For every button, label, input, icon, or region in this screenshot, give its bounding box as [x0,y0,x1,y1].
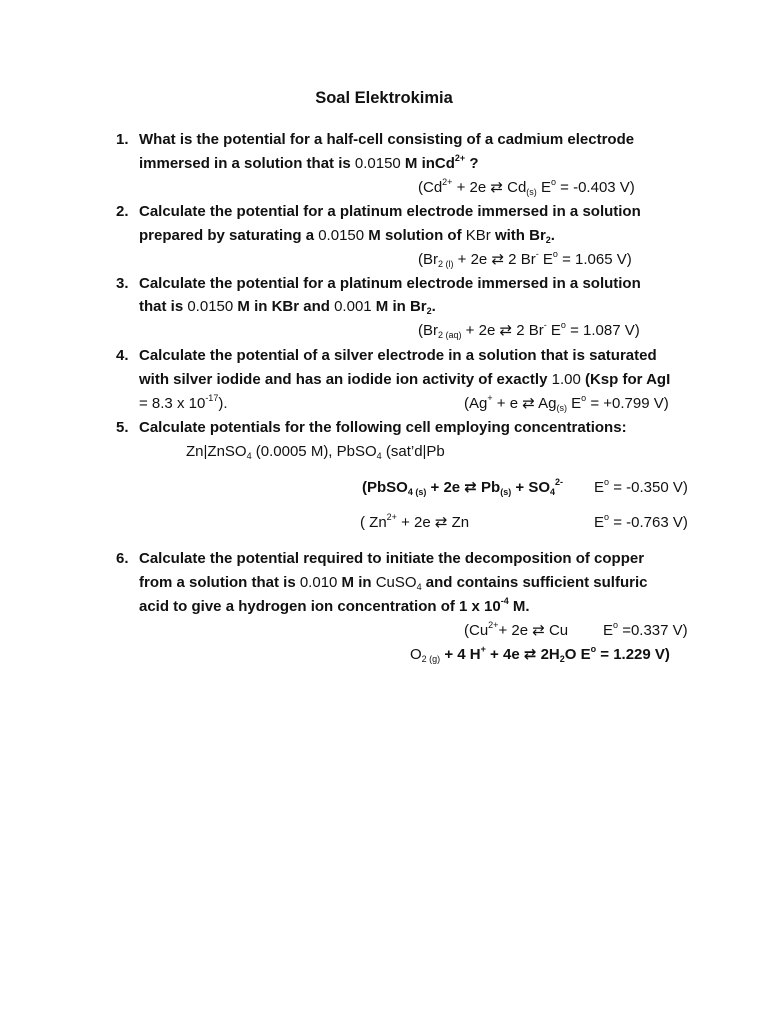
question-text: that is 0.0150 M in KBr and 0.001 M in $Br_2$. [139,298,436,316]
question-number: 5. [116,419,129,436]
question-text: Calculate the potential required to initiate the decomposition of copper [139,550,645,567]
half-reaction: ($Br_{2 (aq)} + 2e$ ⇄ 2 Br- $E^o = 1.087$ V) [418,320,640,340]
half-reaction: (Ag+ + e ⇄ $Ag_{(s)}$ $E^o = +0.799$ V) [464,393,669,413]
half-reaction: ($Cu^{2+}+ 2e$ ⇄ Cu [464,620,569,639]
question-text: from a solution that is 0.010 M in CuSO$_4$ and contains sufficient sulfuric [139,574,648,592]
half-reaction: (PbSO$_{4 (s)}$ + 2e ⇄ $Pb_{(s)} + SO_4^{2-}$ [362,477,564,497]
question-number: 3. [116,275,129,292]
half-reaction: $O_{2 (g)} + 4$ H+ + 4e ⇄ $2H_2O$ $E^o = 1.229$ V) [410,644,670,664]
question-text: Calculate the potential for a platinum electrode immersed in a solution [139,275,641,292]
standard-potential: $E^o = -0.763$ V) [594,512,688,531]
question-text: Calculate potentials for the following cell employing concentrations: [139,419,627,436]
question-text: immersed in a solution that is 0.0150 M inCd$^{2+}$ ? [139,153,479,172]
question-text: Calculate the potential for a platinum electrode immersed in a solution [139,203,641,220]
standard-potential: $E^o = -0.350$ V) [594,477,688,496]
question-text: = 8.3 x $10^{-17}$). [139,393,228,412]
question-number: 4. [116,347,129,364]
standard-potential: $E^o =0.337$ V) [603,620,688,639]
cell-notation: Zn|ZnSO$_4$ (0.0005 M), PbSO$_4$ (sat’d|Pb [186,443,445,461]
question-text: acid to give a hydrogen ion concentration of 1 x $10^{-4}$ M. [139,596,530,615]
half-reaction: ( $Zn^{2+} + 2e$ ⇄ Zn [360,512,470,531]
half-reaction: ($Cd^{2+} + 2e$ ⇄ $Cd_{(s)}$ $E^o = -0.403$ V) [418,177,635,197]
question-number: 6. [116,550,129,567]
half-reaction: ($Br_{2 (l)} + 2e$ ⇄ 2 Br- $E^o = 1.065$ V) [418,249,632,269]
question-text: Calculate the potential of a silver electrode in a solution that is saturated [139,347,657,364]
question-number: 2. [116,203,129,220]
question-text: prepared by saturating a 0.0150 M solution of KBr with $Br_2$. [139,227,555,245]
page-title: Soal Elektrokimia [315,89,453,107]
question-number: 1. [116,131,129,148]
question-text: What is the potential for a half-cell consisting of a cadmium electrode [139,131,635,148]
question-text: with silver iodide and has an iodide ion activity of exactly 1.00 (Ksp for AgI [139,371,671,388]
